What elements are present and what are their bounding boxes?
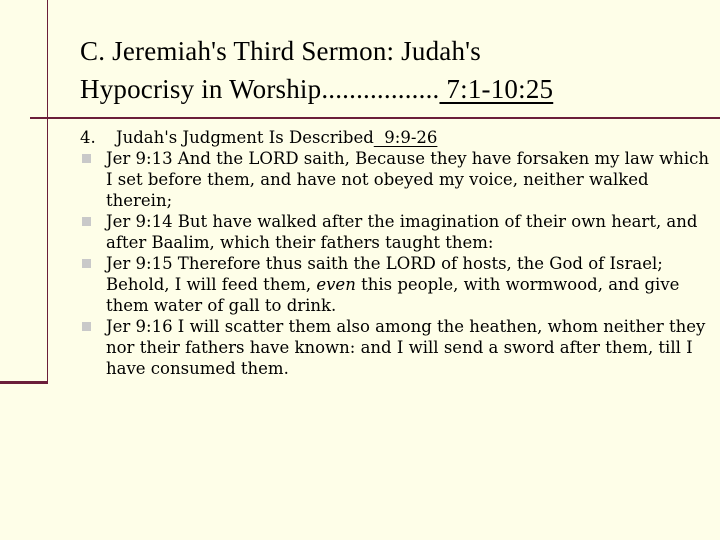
title-line-2 — [80, 70, 710, 108]
bullet-square-icon — [82, 322, 91, 331]
point-number: 4. — [80, 128, 96, 147]
verse-text — [106, 254, 679, 315]
slide-content — [80, 127, 710, 379]
verse-item — [80, 148, 710, 211]
title-line-2-text: Hypocrisy in Worship — [80, 74, 322, 104]
point-heading — [80, 127, 710, 148]
verse-text: Jer 9:16 I will scatter them also among the heathen, whom neither they nor their fathers have known: and I will send a sword after them, till I have consumed them. — [106, 317, 706, 378]
bullet-square-icon — [82, 259, 91, 268]
point-label: Judah's Judgment Is Described — [116, 128, 374, 147]
bullet-square-icon — [82, 154, 91, 163]
verse-text: Jer 9:14 But have walked after the imagination of their own heart, and after Baalim, which their fathers taught them: — [106, 212, 698, 252]
point-reference: 9:9-26 — [373, 128, 438, 147]
bullet-square-icon — [82, 217, 91, 226]
verse-item — [80, 253, 710, 316]
verse-item — [80, 316, 710, 379]
verse-item — [80, 211, 710, 253]
verse-italic-word: even — [316, 275, 356, 294]
verse-text-part: Jer 9:15 Therefore thus saith the LORD of hosts, the God of Israel; Behold, I will feed them, — [106, 254, 663, 294]
left-accent-foot — [0, 381, 48, 384]
slide-title — [80, 32, 710, 108]
verse-text-part: this people, with wormwood, and give them water of gall to drink. — [106, 275, 680, 315]
title-divider — [30, 117, 720, 119]
left-accent-bar — [0, 0, 48, 382]
title-reference: 7:1-10:25 — [439, 74, 554, 104]
verse-text: Jer 9:13 And the LORD saith, Because they have forsaken my law which I set before them, and have not obeyed my voice, neither walked therein; — [106, 149, 710, 210]
title-leader-dots: ................. — [321, 74, 440, 104]
title-line-1: C. Jeremiah's Third Sermon: Judah's — [80, 36, 481, 66]
